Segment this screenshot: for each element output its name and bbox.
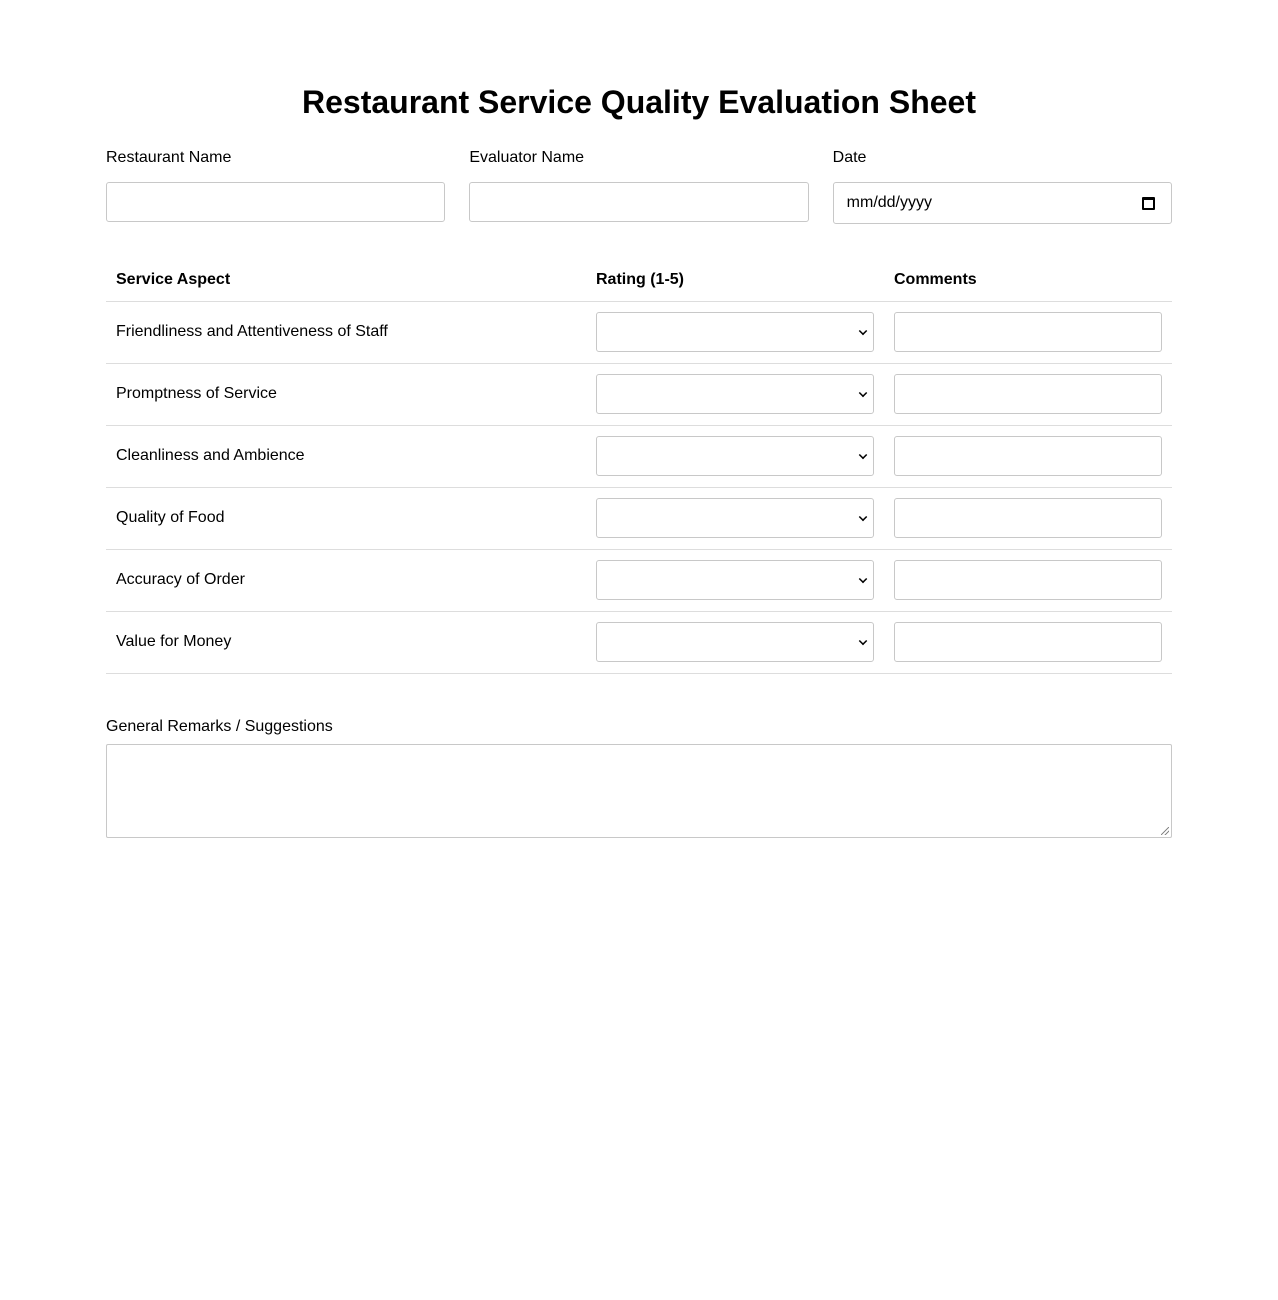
rating-select[interactable] [596,436,874,476]
header-rating: Rating (1-5) [586,260,884,301]
date-group [833,150,1172,224]
chevron-down-icon [859,513,867,521]
evaluation-form [106,0,1172,838]
rating-select[interactable] [596,498,874,538]
table-row [106,363,1172,425]
header-fields [106,150,1172,224]
aspect-label: Quality of Food [106,487,586,549]
comment-input[interactable] [894,622,1162,662]
remarks-group [106,717,1172,838]
aspect-label: Value for Money [106,611,586,673]
rating-select[interactable] [596,374,874,414]
remarks-textarea[interactable] [106,744,1172,838]
rating-select[interactable] [596,560,874,600]
restaurant-name-input[interactable] [106,182,445,222]
rating-select[interactable] [596,312,874,352]
comment-input[interactable] [894,436,1162,476]
restaurant-name-label: Restaurant Name [106,149,232,166]
service-table [106,260,1172,674]
aspect-label: Cleanliness and Ambience [106,425,586,487]
table-row [106,301,1172,363]
comment-input[interactable] [894,498,1162,538]
table-row [106,425,1172,487]
header-comments: Comments [884,260,1172,301]
chevron-down-icon [859,389,867,397]
table-row [106,611,1172,673]
date-input[interactable] [833,182,1172,224]
aspect-label: Friendliness and Attentiveness of Staff [106,301,586,363]
table-row [106,549,1172,611]
remarks-label: General Remarks / Suggestions [106,717,333,735]
comment-input[interactable] [894,374,1162,414]
chevron-down-icon [859,575,867,583]
rating-select[interactable] [596,622,874,662]
calendar-icon[interactable] [1142,197,1155,210]
table-row [106,487,1172,549]
resize-handle-icon[interactable] [1161,827,1169,835]
comment-input[interactable] [894,312,1162,352]
comment-input[interactable] [894,560,1162,600]
aspect-label: Promptness of Service [106,363,586,425]
evaluator-name-input[interactable] [469,182,808,222]
restaurant-name-group [106,150,445,224]
evaluator-name-group [469,150,808,224]
header-service-aspect: Service Aspect [106,260,586,301]
evaluator-name-label: Evaluator Name [469,149,585,166]
table-header-row [106,260,1172,301]
page-title: Restaurant Service Quality Evaluation Sheet [301,84,976,120]
aspect-label: Accuracy of Order [106,549,586,611]
date-label: Date [832,149,867,166]
chevron-down-icon [859,637,867,645]
chevron-down-icon [859,451,867,459]
date-placeholder: mm/dd/yyyy [846,194,932,211]
chevron-down-icon [859,327,867,335]
